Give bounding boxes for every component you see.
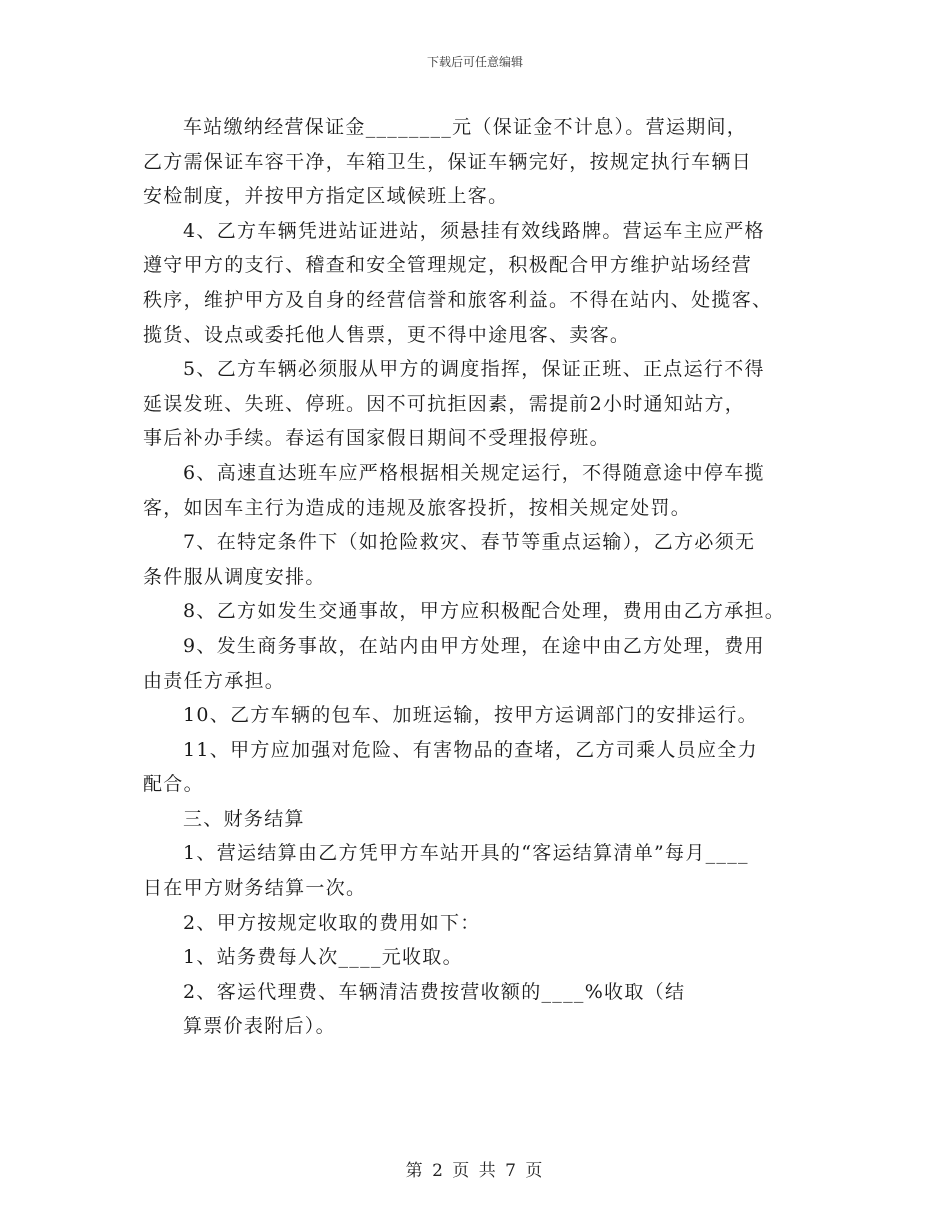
- text-line: 车站缴纳经营保证金________元（保证金不计息）。营运期间，: [183, 116, 748, 138]
- page-number: 第 2 页 共 7 页: [405, 1161, 545, 1181]
- text-line: 9、发生商务事故，在站内由甲方处理，在途中由乙方处理，费用: [183, 634, 765, 657]
- text-line: 2、客运代理费、车辆清洁费按营收额的____%收取（结: [183, 980, 686, 1003]
- text-line: 1、营运结算由乙方凭甲方车站开具的“客运结算清单”每月____: [183, 842, 749, 865]
- text-line: 11、甲方应加强对危险、有害物品的查堵，乙方司乘人员应全力: [183, 738, 758, 761]
- text-line: 三、财务结算: [183, 807, 305, 830]
- text-line: 4、乙方车辆凭进站证进站，须悬挂有效线路牌。营运车主应严格: [183, 219, 765, 242]
- text-line: 遵守甲方的支行、稽查和安全管理规定，积极配合甲方维护站场经营: [143, 254, 753, 277]
- text-line: 日在甲方财务结算一次。: [143, 877, 367, 900]
- document-body: [143, 110, 833, 1044]
- text-line: 5、乙方车辆必须服从甲方的调度指挥，保证正班、正点运行不得: [183, 358, 765, 381]
- text-line: 2、甲方按规定收取的费用如下：: [183, 911, 481, 934]
- text-line: 条件服从调度安排。: [143, 565, 326, 588]
- text-line: 1、站务费每人次____元收取。: [183, 946, 463, 969]
- text-line: 10、乙方车辆的包车、加班运输，按甲方运调部门的安排运行。: [183, 704, 758, 727]
- text-line: 配合。: [143, 773, 204, 796]
- text-line: 揽货、设点或委托他人售票，更不得中途甩客、卖客。: [143, 323, 631, 346]
- text-line: 8、乙方如发生交通事故，甲方应积极配合处理，费用由乙方承担。: [183, 600, 786, 623]
- text-line: 由责任方承担。: [143, 669, 286, 692]
- text-line: 客，如因车主行为造成的违规及旅客投折，按相关规定处罚。: [143, 496, 692, 519]
- text-line: 安检制度，并按甲方指定区域候班上客。: [143, 185, 509, 208]
- text-line: 算票价表附后）。: [183, 1015, 336, 1038]
- text-line: 延误发班、失班、停班。因不可抗拒因素，需提前2小时通知站方，: [143, 392, 746, 415]
- text-line: 6、高速直达班车应严格根据相关规定运行，不得随意途中停车揽: [183, 461, 765, 484]
- text-line: 7、在特定条件下（如抢险救灾、春节等重点运输），乙方必须无: [183, 531, 756, 554]
- text-line: 事后补办手续。春运有国家假日期间不受理报停班。: [143, 427, 610, 450]
- text-line: 秩序，维护甲方及自身的经营信誉和旅客利益。不得在站内、处揽客、: [143, 288, 773, 311]
- text-line: 乙方需保证车容干净，车箱卫生，保证车辆完好，按规定执行车辆日: [143, 150, 753, 173]
- page-header: 下载后可任意编辑: [426, 55, 523, 69]
